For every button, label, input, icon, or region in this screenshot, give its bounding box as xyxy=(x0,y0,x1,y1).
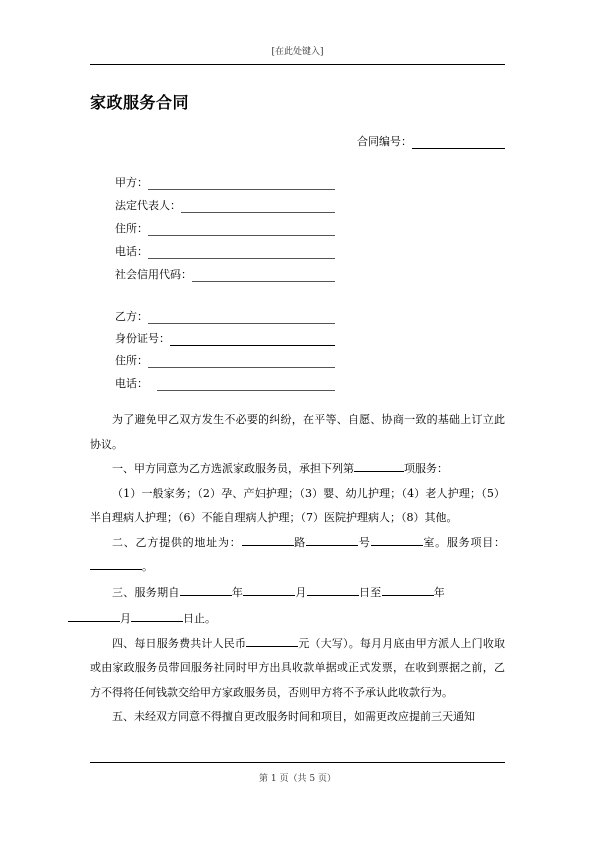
party-b-phone-label: 电话： xyxy=(115,377,148,390)
start-month-blank xyxy=(243,583,295,596)
paragraph-clause-3 xyxy=(90,580,505,632)
footer-divider xyxy=(90,762,505,763)
end-day-blank xyxy=(131,609,183,622)
clause-2-text-b: 路 xyxy=(293,535,307,549)
paragraph-intro: 为了避免甲乙双方发生不必要的纠纷，在平等、自愿、协商一致的基础上订立此协议。 xyxy=(90,413,505,451)
clause-3-text-c: 月 xyxy=(295,585,307,599)
party-a-credit-code-label: 社会信用代码： xyxy=(115,268,192,281)
party-b-id-blank xyxy=(170,333,335,346)
room-blank xyxy=(371,533,423,546)
document-title: 家政服务合同 xyxy=(90,93,190,112)
clause-3-text-e: 年 xyxy=(433,585,446,599)
clause-1-text-b: 项服务： xyxy=(404,462,448,475)
clause-3-text-g: 日止。 xyxy=(183,611,216,625)
clause-4-text-a: 四、每日服务费共计人民币 xyxy=(112,636,247,650)
start-day-blank xyxy=(307,583,359,596)
party-a-name-blank xyxy=(148,177,335,190)
party-b-name-label: 乙方： xyxy=(115,310,148,323)
clause-2-text-e: 。 xyxy=(142,560,153,573)
clause-2-text-a: 二、乙方提供的地址为： xyxy=(112,535,242,549)
contract-number-field xyxy=(357,133,505,149)
paragraph-clause-2 xyxy=(90,531,505,580)
party-a-representative-field xyxy=(115,197,335,213)
party-a-credit-code-blank xyxy=(192,269,335,282)
party-b-phone-blank xyxy=(157,378,335,391)
party-b-id-field xyxy=(115,330,335,346)
party-b-phone-field xyxy=(115,375,335,391)
party-a-name-field xyxy=(115,174,335,190)
party-b-address-label: 住所： xyxy=(115,354,148,367)
clause-3-text-b: 年 xyxy=(231,585,244,599)
fee-amount-blank xyxy=(246,634,298,647)
paragraph-clause-1 xyxy=(90,457,505,482)
page-header-placeholder[interactable]: [在此处键入] xyxy=(271,47,324,57)
clause-4-text-b: 元（大写）。每月月底由甲方派人上门收取或由家政服务员带回服务社同时甲方出具收款单据或正式发票，在收到票据之前，乙方不得将任何钱款交给甲方家政服务员，否则甲方将不予承认此收款行为。 xyxy=(90,636,506,699)
party-b-address-field xyxy=(115,352,335,368)
road-blank xyxy=(242,533,294,546)
party-a-name-label: 甲方： xyxy=(115,176,148,189)
clause-3-text-d: 日至 xyxy=(358,585,382,599)
party-a-credit-code-field xyxy=(115,266,335,282)
paragraph-clause-4 xyxy=(90,632,505,706)
party-a-phone-label: 电话： xyxy=(115,245,148,258)
contract-body xyxy=(90,408,505,730)
party-b-name-field xyxy=(115,308,335,324)
end-month-blank xyxy=(68,609,120,622)
contract-number-blank xyxy=(412,136,505,149)
party-b-name-blank xyxy=(148,311,335,324)
contract-number-label: 合同编号： xyxy=(357,135,412,148)
page-number: 第 1 页（共 5 页） xyxy=(259,774,336,784)
paragraph-service-list: （1）一般家务；（2）孕、产妇护理；（3）婴、幼儿护理；（4）老人护理；（5）半自理病人护理；（6）不能自理病人护理；（7）医院护理病人；（8）其他。 xyxy=(90,486,505,524)
party-a-address-field xyxy=(115,220,335,236)
party-b-address-blank xyxy=(148,355,335,368)
service-item-blank xyxy=(90,557,142,570)
end-year-blank xyxy=(382,583,434,596)
party-a-phone-blank xyxy=(148,246,335,259)
paragraph-clause-5: 五、未经双方同意不得擅自更改服务时间和项目，如需更改应提前三天通知 xyxy=(112,710,475,723)
party-a-representative-blank xyxy=(181,200,335,213)
header-divider xyxy=(90,64,505,65)
clause-3-text-f: 月 xyxy=(120,611,131,625)
clause-3-text-a: 三、服务期自 xyxy=(112,585,180,599)
clause-2-text-c: 号 xyxy=(358,535,371,549)
number-blank xyxy=(306,533,358,546)
party-a-address-label: 住所： xyxy=(115,222,148,235)
service-number-blank xyxy=(354,459,404,472)
party-b-id-label: 身份证号： xyxy=(115,332,170,345)
party-a-representative-label: 法定代表人： xyxy=(115,199,181,212)
party-a-phone-field xyxy=(115,243,335,259)
start-year-blank xyxy=(180,583,232,596)
clause-2-text-d: 室。服务项目： xyxy=(422,535,506,549)
party-a-address-blank xyxy=(148,223,335,236)
clause-1-text-a: 一、甲方同意为乙方选派家政服务员，承担下列第 xyxy=(112,462,354,475)
